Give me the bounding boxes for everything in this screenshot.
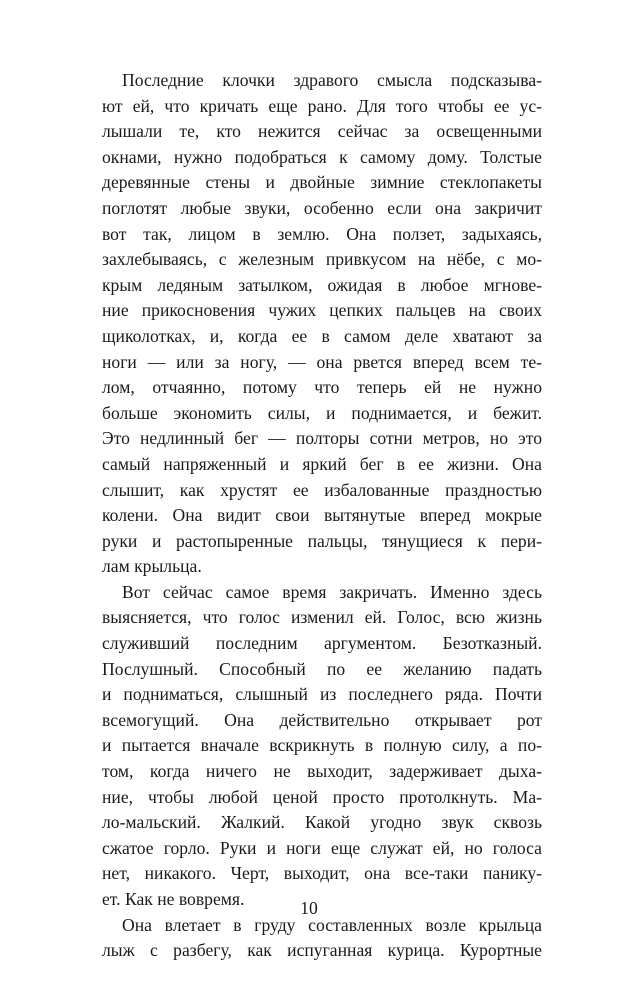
text-line: ет. Как не вовремя. bbox=[102, 889, 245, 909]
text-line: щиколотках, и, когда ее в самом деле хватают за bbox=[102, 325, 542, 346]
body-text bbox=[102, 68, 542, 964]
text-line: лыж с разбегу, как испуганная курица. Курортные bbox=[102, 940, 542, 961]
text-line: выясняется, что голос изменил ей. Голос, всю жизнь bbox=[102, 607, 542, 628]
text-line: ноги — или за ногу, — она рвется вперед всем те- bbox=[102, 351, 542, 372]
text-line: сжатое горло. Руки и ноги еще служат ей, но голоса bbox=[102, 837, 542, 858]
text-line: руки и растопыренные пальцы, тянущиеся к пери- bbox=[102, 530, 542, 551]
text-line: слышит, как хрустят ее избалованные праздностью bbox=[102, 479, 542, 500]
text-line: лам крыльца. bbox=[102, 556, 202, 577]
text-line: и пытается вначале вскрикнуть в полную силу, а по- bbox=[102, 735, 542, 756]
text-line: Она влетает в груду составленных возле крыльца bbox=[122, 914, 542, 935]
text-line: ние, чтобы любой ценой просто протолкнуть. Ма- bbox=[102, 786, 542, 807]
text-line: ют ей, что кричать еще рано. Для того чтобы ее ус- bbox=[102, 95, 542, 116]
text-line: ние прикосновения чужих цепких пальцев на своих bbox=[102, 300, 542, 321]
text-line: Последние клочки здравого смысла подсказыва- bbox=[122, 70, 542, 90]
text-line: вот так, лицом в землю. Она ползет, задыхаясь, bbox=[102, 223, 542, 244]
text-line: Вот сейчас самое время закричать. Именно здесь bbox=[122, 581, 542, 602]
text-line: Это недлинный бег — полторы сотни метров, но это bbox=[102, 428, 542, 449]
text-line: ло-мальский. Жалкий. Какой угодно звук сквозь bbox=[102, 812, 542, 833]
text-line: окнами, нужно подобраться к самому дому. Толстые bbox=[102, 146, 542, 167]
text-line: крым ледяным затылком, ожидая в любое мгнове- bbox=[102, 274, 542, 295]
text-line: том, когда ничего не выходит, задерживает дыха- bbox=[102, 761, 542, 782]
text-line: лом, отчаянно, потому что теперь ей не нужно bbox=[102, 377, 542, 398]
text-line: захлебываясь, с железным привкусом на нёбе, с мо- bbox=[102, 249, 542, 270]
text-line: колени. Она видит свои вытянутые вперед мокрые bbox=[102, 505, 542, 526]
text-line: поглотят любые звуки, особенно если она закричит bbox=[102, 197, 542, 218]
text-line: самый напряженный и яркий бег в ее жизни. Она bbox=[102, 453, 542, 474]
text-line: больше экономить силы, и поднимается, и бежит. bbox=[102, 402, 542, 423]
page-number: 10 bbox=[300, 898, 318, 918]
text-line: лышали те, кто нежится сейчас за освещенными bbox=[102, 121, 542, 142]
text-line: Послушный. Способный по ее желанию падать bbox=[102, 658, 542, 679]
text-line: служивший последним аргументом. Безотказный. bbox=[102, 633, 542, 654]
text-line: и подниматься, слышный из последнего ряда. Почти bbox=[102, 684, 542, 705]
text-line: нет, никакого. Черт, выходит, она все-таки панику- bbox=[102, 863, 542, 884]
text-line: деревянные стены и двойные зимние стеклопакеты bbox=[102, 172, 542, 193]
text-line: всемогущий. Она действительно открывает рот bbox=[102, 709, 542, 730]
